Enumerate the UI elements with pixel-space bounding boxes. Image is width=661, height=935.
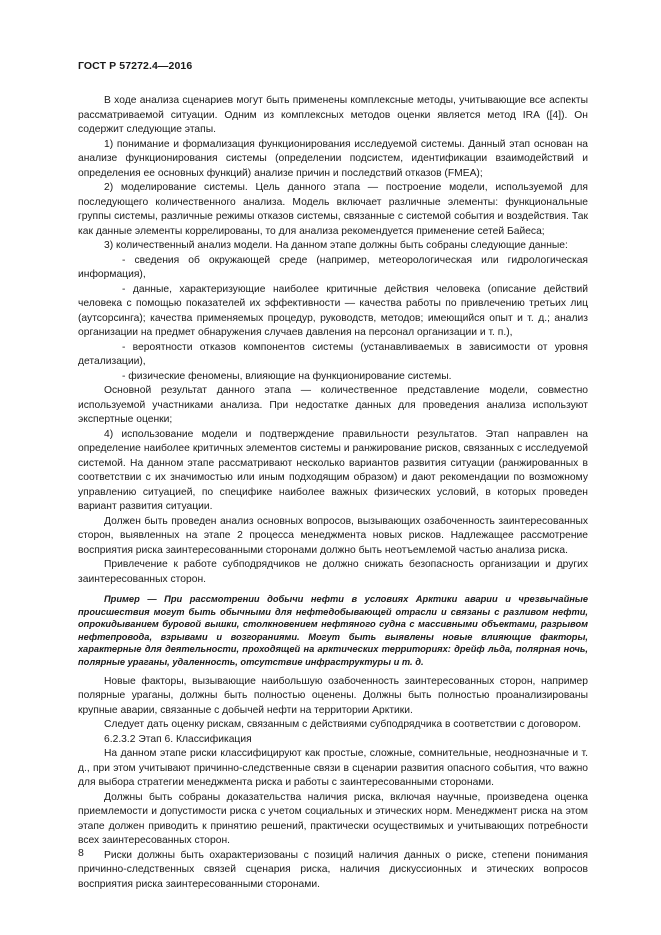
bullet-item: - сведения об окружающей среде (например, метеорологическая или гидрологическая информация), <box>78 254 588 280</box>
list-item: 4) использование модели и подтверждение правильности результатов. Этап направлен на определение наиболее критичных элементов системы и ранжирование рисков, связанных с исследуемой системой. На данном этапе рассматривают несколько вариантов развития ситуации (ранжированных в соответствии с их значимостью или иным подходящим образом) и дают рекомендации по возможному управлению ситуацией, по специфике наиболее важных физических условий, в которых проведен вариант развития ситуации. <box>78 428 588 512</box>
document-header: ГОСТ Р 57272.4—2016 <box>78 60 193 72</box>
paragraph: Должен быть проведен анализ основных вопросов, вызывающих озабоченность заинтересованных сторон, выявленных на этапе 2 процесса менеджмента новых рисков. Надлежащее рассмотрение восприятия риска заинтересованными сторонами должно быть неотъемлемой частью анализа риска. <box>78 515 588 556</box>
page-number: 8 <box>78 847 84 859</box>
paragraph: Следует дать оценку рискам, связанным с действиями субподрядчика в соответствии с договором. <box>104 719 581 731</box>
paragraph: Основной результат данного этапа — количественное представление модели, совместно используемой участниками анализа. При недостатке данных для проведения анализа используют экспертные оценки; <box>78 385 588 425</box>
paragraph: Должны быть собраны доказательства наличия риска, включая научные, произведена оценка приемлемости и допустимости риска с учетом социальных и этических норм. Менеджмент риска на этом этапе должен приводить к принятию решений, практически осуществимых и учитывающих потребности всех заинтересованных сторон. <box>78 791 588 847</box>
list-item: 1) понимание и формализация функционирования исследуемой системы. Данный этап основан на анализе функционирования системы (определении подсистем, идентификации взаимодействий и определения ее основных функций) анализе причин и последствий отказов (FMEA); <box>78 138 588 179</box>
paragraph: На данном этапе риски классифицируют как простые, сложные, сомнительные, неоднозначные и т. д., при этом учитывают причинно-следственные связи в сценарии развития опасного события, что важно для выбора стратегии менеджмента риска и работы с заинтересованными сторонами. <box>78 748 588 789</box>
bullet-item: - физические феномены, влияющие на функционирование системы. <box>122 370 452 382</box>
paragraph: В ходе анализа сценариев могут быть применены комплексные методы, учитывающие все аспекты рассматриваемой ситуации. Одним из комплексных методов оценки является метод IRA ([4]). Он содержит следующие этапы. <box>78 95 588 135</box>
paragraph: Новые факторы, вызывающие наибольшую озабоченность заинтересованных сторон, например полярные ураганы, должны быть полностью оценены. Должны быть полностью проанализированы крупные аварии, связанные с добычей нефти на территории Арктики. <box>78 675 588 716</box>
list-item: 2) моделирование системы. Цель данного этапа — построение модели, используемой для последующего количественного анализа. Модель включает различные элементы: функциональные группы системы, различные режимы отказов системы, связанные с системой события и воздействия. Так как данные элементы коррелированы, то для анализа рекомендуется применение сетей Байеса; <box>78 182 588 237</box>
list-item: 3) количественный анализ модели. На данном этапе должны быть собраны следующие данные: <box>104 240 568 251</box>
bullet-item: - вероятности отказов компонентов системы (устанавливаемых в зависимости от уровня детализации), <box>78 341 588 367</box>
section-heading: 6.2.3.2 Этап 6. Классификация <box>104 733 252 745</box>
example-note: Пример — При рассмотрении добычи нефти в условиях Арктики аварии и чрезвычайные происшествия могут быть обычными для нефтедобывающей отрасли и связаны с разливом нефти, опрокидыванием буровой вышки, столкновением нефтяного судна с массивными объектами, разрывом нефтепровода, взрывами и возгораниями. Могут быть выявлены новые влияющие факторы, характерные для деятельности, проходящей на арктических территориях: дрейф льда, полярная ночь, полярные ураганы, удаленность, отсутствие инфраструктуры и т. д. <box>78 594 588 667</box>
paragraph: Риски должны быть охарактеризованы с позиций наличия данных о риске, степени понимания причинно-следственных связей сценария риска, наличия дискуссионных и этических вопросов восприятия риска заинтересованными сторонами. <box>78 849 588 890</box>
bullet-item: - данные, характеризующие наиболее критичные действия человека (описание действий человека с помощью показателей их эффективности — качества работы по привлечению третьих лиц (аутсорсинга); качества применяемых процедур, руководств, методов; имеющийся опыт и т. д.; анализ организации на предмет обнаружения случаев давления на персонал организации и т. п.), <box>78 283 588 338</box>
document-body <box>78 94 588 892</box>
paragraph: Привлечение к работе субподрядчиков не должно снижать безопасность организации и других заинтересованных сторон. <box>78 559 588 585</box>
